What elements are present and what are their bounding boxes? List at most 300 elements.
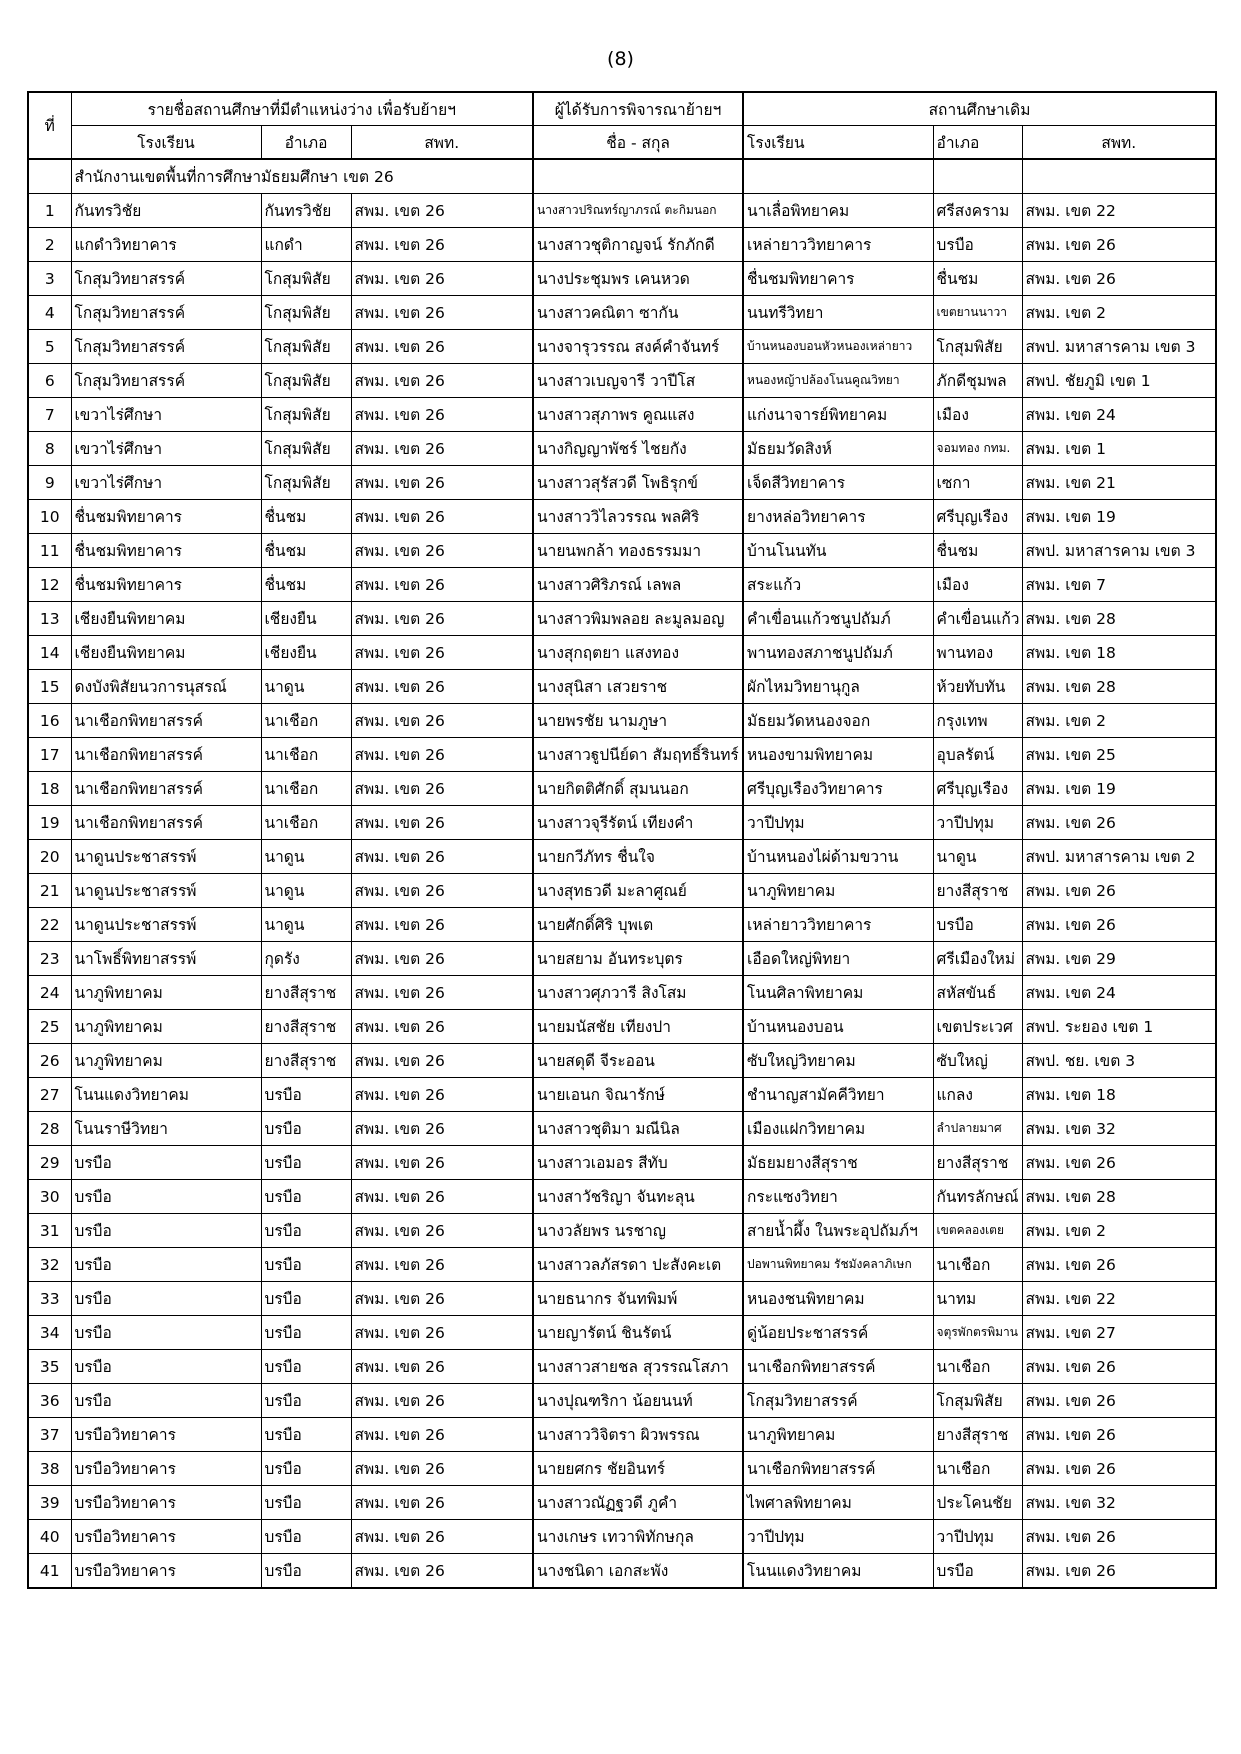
origin-school: นาเลื่อพิทยาคม (743, 194, 933, 228)
vacant-school: นาภูพิทยาคม (71, 976, 261, 1010)
vacant-school: บรบือวิทยาคาร (71, 1554, 261, 1589)
row-number: 34 (28, 1316, 71, 1350)
vacant-office: สพม. เขต 26 (351, 1146, 533, 1180)
row-number: 37 (28, 1418, 71, 1452)
candidate-name: นางสาวชุติมา มณีนิล (533, 1112, 743, 1146)
origin-office: สพม. เขต 26 (1022, 806, 1216, 840)
vacant-school: นาเชือกพิทยาสรรค์ (71, 738, 261, 772)
candidate-name: นางสาวฐูปนีย์ดา สัมฤทธิ์รินทร์ (533, 738, 743, 772)
origin-district: นาเชือก (933, 1350, 1022, 1384)
vacant-office: สพม. เขต 26 (351, 976, 533, 1010)
table-row (28, 534, 1216, 568)
table-row (28, 636, 1216, 670)
origin-district: นาเชือก (933, 1452, 1022, 1486)
candidate-name: นายยศกร ชัยอินทร์ (533, 1452, 743, 1486)
table-row (28, 568, 1216, 602)
vacant-district: นาดูน (261, 670, 351, 704)
origin-school: ดู่น้อยประชาสรรค์ (743, 1316, 933, 1350)
origin-school: พานทองสภาชนูปถัมภ์ (743, 636, 933, 670)
table-row (28, 806, 1216, 840)
origin-office: สพม. เขต 26 (1022, 908, 1216, 942)
vacant-district: บรบือ (261, 1078, 351, 1112)
header-district: อำเภอ (261, 126, 351, 160)
vacant-office: สพม. เขต 26 (351, 432, 533, 466)
vacant-office: สพม. เขต 26 (351, 1384, 533, 1418)
origin-office: สพม. เขต 26 (1022, 1452, 1216, 1486)
vacant-office: สพม. เขต 26 (351, 1044, 533, 1078)
vacant-school: บรบือ (71, 1248, 261, 1282)
origin-office: สพป. ระยอง เขต 1 (1022, 1010, 1216, 1044)
candidate-name: นางสาวจุรีรัตน์ เทียงคำ (533, 806, 743, 840)
origin-school: เจ็ดสีวิทยาคาร (743, 466, 933, 500)
origin-school: นนทรีวิทยา (743, 296, 933, 330)
origin-district: คำเขื่อนแก้ว (933, 602, 1022, 636)
table-row (28, 602, 1216, 636)
origin-office: สพม. เขต 26 (1022, 1146, 1216, 1180)
table-row (28, 942, 1216, 976)
vacant-office: สพม. เขต 26 (351, 1214, 533, 1248)
origin-office: สพป. ชย. เขต 3 (1022, 1044, 1216, 1078)
row-number: 22 (28, 908, 71, 942)
vacant-office: สพม. เขต 26 (351, 874, 533, 908)
origin-office: สพม. เขต 27 (1022, 1316, 1216, 1350)
vacant-school: เชียงยืนพิทยาคม (71, 602, 261, 636)
origin-office: สพป. มหาสารคาม เขต 2 (1022, 840, 1216, 874)
candidate-name: นางสาวศิริภรณ์ เลพล (533, 568, 743, 602)
origin-office: สพม. เขต 1 (1022, 432, 1216, 466)
row-number: 26 (28, 1044, 71, 1078)
origin-office: สพม. เขต 18 (1022, 636, 1216, 670)
candidate-name: นางวลัยพร นรชาญ (533, 1214, 743, 1248)
origin-district: ศรีบุญเรือง (933, 500, 1022, 534)
origin-office: สพม. เขต 7 (1022, 568, 1216, 602)
vacant-district: นาดูน (261, 874, 351, 908)
candidate-name: นางสาวสายชล สุวรรณโสภา (533, 1350, 743, 1384)
vacant-district: เชียงยืน (261, 602, 351, 636)
origin-district: แกลง (933, 1078, 1022, 1112)
vacant-school: บรบือ (71, 1180, 261, 1214)
candidate-name: นางสุทธวดี มะลาศูณย์ (533, 874, 743, 908)
origin-district: นาดูน (933, 840, 1022, 874)
origin-office: สพม. เขต 26 (1022, 1248, 1216, 1282)
origin-office: สพม. เขต 26 (1022, 228, 1216, 262)
section-empty-office (1022, 159, 1216, 194)
candidate-name: นายญารัตน์ ชินรัตน์ (533, 1316, 743, 1350)
vacant-office: สพม. เขต 26 (351, 840, 533, 874)
table-row (28, 1146, 1216, 1180)
vacant-office: สพม. เขต 26 (351, 466, 533, 500)
origin-district: จตุรพักตรพิมาน (933, 1316, 1022, 1350)
vacant-school: บรบือวิทยาคาร (71, 1452, 261, 1486)
header-office: สพท. (351, 126, 533, 160)
candidate-name: นางสาวลภัสรดา ปะสังคะเต (533, 1248, 743, 1282)
vacant-school: นาดูนประชาสรรพ์ (71, 840, 261, 874)
origin-office: สพม. เขต 2 (1022, 1214, 1216, 1248)
origin-district: เขตคลองเตย (933, 1214, 1022, 1248)
vacant-office: สพม. เขต 26 (351, 1316, 533, 1350)
row-number: 27 (28, 1078, 71, 1112)
vacant-office: สพม. เขต 26 (351, 296, 533, 330)
table-row (28, 1350, 1216, 1384)
origin-school: นาภูพิทยาคม (743, 1418, 933, 1452)
origin-school: วาปีปทุม (743, 1520, 933, 1554)
candidate-name: นางสาวปริณทร์ญาภรณ์ ตะกิมนอก (533, 194, 743, 228)
origin-office: สพม. เขต 19 (1022, 500, 1216, 534)
vacant-office: สพม. เขต 26 (351, 942, 533, 976)
vacant-school: เขวาไร่ศึกษา (71, 432, 261, 466)
origin-district: ยางสีสุราช (933, 874, 1022, 908)
origin-school: บ้านหนองบอน (743, 1010, 933, 1044)
origin-office: สพม. เขต 22 (1022, 194, 1216, 228)
candidate-name: นางสาววิจิตรา ผิวพรรณ (533, 1418, 743, 1452)
table-row (28, 772, 1216, 806)
vacant-office: สพม. เขต 26 (351, 228, 533, 262)
section-label: สำนักงานเขตพื้นที่การศึกษามัธยมศึกษา เขต 26 (71, 159, 533, 194)
origin-district: เมือง (933, 568, 1022, 602)
vacant-office: สพม. เขต 26 (351, 908, 533, 942)
vacant-district: โกสุมพิสัย (261, 330, 351, 364)
row-number: 3 (28, 262, 71, 296)
row-number: 6 (28, 364, 71, 398)
table-row (28, 296, 1216, 330)
origin-district: นาเชือก (933, 1248, 1022, 1282)
vacant-office: สพม. เขต 26 (351, 772, 533, 806)
vacant-school: บรบือ (71, 1282, 261, 1316)
table-row (28, 194, 1216, 228)
vacant-school: โกสุมวิทยาสรรค์ (71, 262, 261, 296)
row-number: 1 (28, 194, 71, 228)
vacant-office: สพม. เขต 26 (351, 568, 533, 602)
table-row (28, 1214, 1216, 1248)
vacant-school: เชียงยืนพิทยาคม (71, 636, 261, 670)
origin-district: อุบลรัตน์ (933, 738, 1022, 772)
vacant-school: นาดูนประชาสรรพ์ (71, 908, 261, 942)
candidate-name: นางสาวเอมอร สีทับ (533, 1146, 743, 1180)
vacant-school: บรบือวิทยาคาร (71, 1418, 261, 1452)
vacant-district: โกสุมพิสัย (261, 398, 351, 432)
row-number: 14 (28, 636, 71, 670)
table-row (28, 1520, 1216, 1554)
vacant-office: สพม. เขต 26 (351, 636, 533, 670)
vacant-district: นาดูน (261, 840, 351, 874)
origin-district: สหัสขันธ์ (933, 976, 1022, 1010)
vacant-district: โกสุมพิสัย (261, 262, 351, 296)
vacant-school: โกสุมวิทยาสรรค์ (71, 330, 261, 364)
origin-district: โกสุมพิสัย (933, 330, 1022, 364)
vacant-office: สพม. เขต 26 (351, 194, 533, 228)
vacant-school: บรบือ (71, 1214, 261, 1248)
candidate-name: นางสาวพิมพลอย ละมูลมอญ (533, 602, 743, 636)
origin-district: เซกา (933, 466, 1022, 500)
candidate-name: นางสาวชุติกาญจน์ รักภักดี (533, 228, 743, 262)
origin-office: สพม. เขต 26 (1022, 874, 1216, 908)
candidate-name: นายสดุดี จีระออน (533, 1044, 743, 1078)
table-row (28, 1418, 1216, 1452)
vacant-school: โกสุมวิทยาสรรค์ (71, 296, 261, 330)
origin-school: มัธยมวัดหนองจอก (743, 704, 933, 738)
row-number: 33 (28, 1282, 71, 1316)
vacant-district: บรบือ (261, 1350, 351, 1384)
vacant-school: นาภูพิทยาคม (71, 1044, 261, 1078)
row-number: 38 (28, 1452, 71, 1486)
origin-office: สพป. มหาสารคาม เขต 3 (1022, 534, 1216, 568)
header-origin-group: สถานศึกษาเดิม (743, 92, 1216, 126)
origin-office: สพม. เขต 26 (1022, 1384, 1216, 1418)
section-empty-district (933, 159, 1022, 194)
row-number: 30 (28, 1180, 71, 1214)
table-row (28, 1044, 1216, 1078)
origin-district: ลำปลายมาศ (933, 1112, 1022, 1146)
vacant-school: นาเชือกพิทยาสรรค์ (71, 806, 261, 840)
vacant-district: บรบือ (261, 1316, 351, 1350)
origin-school: บ้านหนองไผ่ด้ามขวาน (743, 840, 933, 874)
row-number: 29 (28, 1146, 71, 1180)
table-row (28, 1248, 1216, 1282)
origin-office: สพม. เขต 26 (1022, 1520, 1216, 1554)
vacant-office: สพม. เขต 26 (351, 398, 533, 432)
origin-school: นาเชือกพิทยาสรรค์ (743, 1350, 933, 1384)
vacant-office: สพม. เขต 26 (351, 1180, 533, 1214)
vacant-district: เชียงยืน (261, 636, 351, 670)
vacant-school: บรบือ (71, 1146, 261, 1180)
vacant-district: กันทรวิชัย (261, 194, 351, 228)
origin-school: เมืองแฝกวิทยาคม (743, 1112, 933, 1146)
row-number: 41 (28, 1554, 71, 1589)
vacant-district: บรบือ (261, 1520, 351, 1554)
vacant-school: โนนราษีวิทยา (71, 1112, 261, 1146)
row-number: 40 (28, 1520, 71, 1554)
origin-district: ชื่นชม (933, 262, 1022, 296)
vacant-office: สพม. เขต 26 (351, 1486, 533, 1520)
vacant-office: สพม. เขต 26 (351, 806, 533, 840)
vacant-school: นาภูพิทยาคม (71, 1010, 261, 1044)
table-row (28, 1078, 1216, 1112)
table-row (28, 908, 1216, 942)
candidate-name: นางสาวสุรัสวดี โพธิรุกข์ (533, 466, 743, 500)
vacant-office: สพม. เขต 26 (351, 602, 533, 636)
candidate-name: นายศักดิ์ศิริ บุพเต (533, 908, 743, 942)
origin-school: มัธยมวัดสิงห์ (743, 432, 933, 466)
section-empty-school (743, 159, 933, 194)
vacant-office: สพม. เขต 26 (351, 670, 533, 704)
table-row (28, 1112, 1216, 1146)
origin-school: ศรีบุญเรืองวิทยาคาร (743, 772, 933, 806)
vacant-school: โกสุมวิทยาสรรค์ (71, 364, 261, 398)
row-number: 19 (28, 806, 71, 840)
origin-school: วาปีปทุม (743, 806, 933, 840)
origin-office: สพม. เขต 2 (1022, 704, 1216, 738)
origin-office: สพป. มหาสารคาม เขต 3 (1022, 330, 1216, 364)
vacant-district: โกสุมพิสัย (261, 296, 351, 330)
row-number: 11 (28, 534, 71, 568)
table-row (28, 1384, 1216, 1418)
origin-school: สระแก้ว (743, 568, 933, 602)
vacant-office: สพม. เขต 26 (351, 1010, 533, 1044)
table-row (28, 1554, 1216, 1589)
vacant-office: สพม. เขต 26 (351, 1554, 533, 1589)
vacant-district: บรบือ (261, 1554, 351, 1589)
origin-school: หนองชนพิทยาคม (743, 1282, 933, 1316)
row-number: 36 (28, 1384, 71, 1418)
header-origin-school: โรงเรียน (743, 126, 933, 160)
candidate-name: นางสาวัชริญา จันทะลุน (533, 1180, 743, 1214)
origin-office: สพม. เขต 28 (1022, 1180, 1216, 1214)
row-number: 39 (28, 1486, 71, 1520)
vacant-district: นาเชือก (261, 806, 351, 840)
origin-district: วาปีปทุม (933, 1520, 1022, 1554)
origin-district: ห้วยทับทัน (933, 670, 1022, 704)
origin-school: เอือดใหญ่พิทยา (743, 942, 933, 976)
vacant-school: กันทรวิชัย (71, 194, 261, 228)
origin-office: สพม. เขต 18 (1022, 1078, 1216, 1112)
vacant-office: สพม. เขต 26 (351, 1520, 533, 1554)
row-number: 17 (28, 738, 71, 772)
table-row (28, 738, 1216, 772)
candidate-name: นางจารุวรรณ สงค์คำจันทร์ (533, 330, 743, 364)
origin-office: สพม. เขต 26 (1022, 1554, 1216, 1589)
origin-district: บรบือ (933, 228, 1022, 262)
origin-school: บ้านโนนทัน (743, 534, 933, 568)
table-row (28, 228, 1216, 262)
row-number: 24 (28, 976, 71, 1010)
vacant-district: บรบือ (261, 1384, 351, 1418)
vacant-school: เขวาไร่ศึกษา (71, 398, 261, 432)
candidate-name: นางประชุมพร เคนหวด (533, 262, 743, 296)
origin-school: เหล่ายาววิทยาคาร (743, 228, 933, 262)
table-row (28, 262, 1216, 296)
origin-office: สพม. เขต 28 (1022, 670, 1216, 704)
origin-school: นาเชือกพิทยาสรรค์ (743, 1452, 933, 1486)
vacant-district: โกสุมพิสัย (261, 364, 351, 398)
page-number: (8) (607, 48, 634, 70)
origin-district: บรบือ (933, 908, 1022, 942)
origin-district: วาปีปทุม (933, 806, 1022, 840)
vacant-office: สพม. เขต 26 (351, 1350, 533, 1384)
candidate-name: นางสาวคณิตา ซากัน (533, 296, 743, 330)
origin-school: ไพศาลพิทยาคม (743, 1486, 933, 1520)
origin-district: จอมทอง กทม. (933, 432, 1022, 466)
section-no-cell (28, 159, 71, 194)
vacant-office: สพม. เขต 26 (351, 1078, 533, 1112)
vacant-district: ยางสีสุราช (261, 1044, 351, 1078)
origin-school: หนองหญ้าปล้องโนนคูณวิทยา (743, 364, 933, 398)
table-row (28, 670, 1216, 704)
vacant-school: นาดูนประชาสรรพ์ (71, 874, 261, 908)
table-row (28, 398, 1216, 432)
row-number: 13 (28, 602, 71, 636)
vacant-school: บรบือวิทยาคาร (71, 1486, 261, 1520)
origin-office: สพม. เขต 32 (1022, 1112, 1216, 1146)
origin-office: สพป. ชัยภูมิ เขต 1 (1022, 364, 1216, 398)
candidate-name: นางสุกฤตยา แสงทอง (533, 636, 743, 670)
row-number: 23 (28, 942, 71, 976)
candidate-name: นางสาวณัฏฐวดี ภูคำ (533, 1486, 743, 1520)
candidate-name: นางสาวศุภวารี สิงโสม (533, 976, 743, 1010)
row-number: 21 (28, 874, 71, 908)
vacant-district: แกดำ (261, 228, 351, 262)
origin-office: สพม. เขต 2 (1022, 296, 1216, 330)
origin-district: บรบือ (933, 1554, 1022, 1589)
vacant-district: บรบือ (261, 1418, 351, 1452)
row-number: 28 (28, 1112, 71, 1146)
vacant-school: ชื่นชมพิทยาคาร (71, 568, 261, 602)
candidate-name: นายนพกล้า ทองธรรมมา (533, 534, 743, 568)
candidate-name: นางสุนิสา เสวยราช (533, 670, 743, 704)
row-number: 31 (28, 1214, 71, 1248)
origin-school: กระแซงวิทยา (743, 1180, 933, 1214)
origin-district: ประโคนชัย (933, 1486, 1022, 1520)
origin-school: สายน้ำผึ้ง ในพระอุปถัมภ์ฯ (743, 1214, 933, 1248)
vacant-district: ชื่นชม (261, 500, 351, 534)
candidate-name: นางสาววิไลวรรณ พลศิริ (533, 500, 743, 534)
origin-school: ยางหล่อวิทยาคาร (743, 500, 933, 534)
origin-district: เมือง (933, 398, 1022, 432)
origin-district: ยางสีสุราช (933, 1418, 1022, 1452)
table-row (28, 1010, 1216, 1044)
vacant-district: บรบือ (261, 1180, 351, 1214)
transfer-table (27, 91, 1217, 1589)
table-row (28, 1180, 1216, 1214)
vacant-district: นาเชือก (261, 704, 351, 738)
table-row (28, 874, 1216, 908)
vacant-school: ดงบังพิสัยนวการนุสรณ์ (71, 670, 261, 704)
origin-school: ปอพานพิทยาคม รัชมังคลาภิเษก (743, 1248, 933, 1282)
vacant-office: สพม. เขต 26 (351, 364, 533, 398)
table-row (28, 840, 1216, 874)
vacant-school: เขวาไร่ศึกษา (71, 466, 261, 500)
row-number: 7 (28, 398, 71, 432)
table-row (28, 1282, 1216, 1316)
candidate-name: นางกิญญาพัชร์ ไชยกัง (533, 432, 743, 466)
candidate-name: นางสาวเบญจารี วาปีโส (533, 364, 743, 398)
vacant-school: ชื่นชมพิทยาคาร (71, 500, 261, 534)
vacant-district: บรบือ (261, 1146, 351, 1180)
vacant-school: นาเชือกพิทยาสรรค์ (71, 772, 261, 806)
vacant-office: สพม. เขต 26 (351, 262, 533, 296)
origin-district: ยางสีสุราช (933, 1146, 1022, 1180)
candidate-name: นางสาวสุภาพร คูณแสง (533, 398, 743, 432)
row-number: 35 (28, 1350, 71, 1384)
row-number: 20 (28, 840, 71, 874)
origin-office: สพม. เขต 26 (1022, 1418, 1216, 1452)
origin-office: สพม. เขต 22 (1022, 1282, 1216, 1316)
vacant-office: สพม. เขต 26 (351, 1248, 533, 1282)
origin-district: กรุงเทพ (933, 704, 1022, 738)
row-number: 15 (28, 670, 71, 704)
origin-office: สพม. เขต 26 (1022, 262, 1216, 296)
table-row (28, 432, 1216, 466)
origin-district: นาทม (933, 1282, 1022, 1316)
candidate-name: นายเอนก จิณารักษ์ (533, 1078, 743, 1112)
origin-school: เหล่ายาววิทยาคาร (743, 908, 933, 942)
vacant-school: โนนแดงวิทยาคม (71, 1078, 261, 1112)
origin-district: กันทรลักษณ์ (933, 1180, 1022, 1214)
origin-school: ผักไหมวิทยานุกูล (743, 670, 933, 704)
vacant-district: บรบือ (261, 1112, 351, 1146)
vacant-office: สพม. เขต 26 (351, 1282, 533, 1316)
candidate-name: นายพรชัย นามภูษา (533, 704, 743, 738)
header-no: ที่ (28, 92, 71, 159)
table-row (28, 704, 1216, 738)
section-empty-name (533, 159, 743, 194)
table-row (28, 500, 1216, 534)
origin-district: ซับใหญ่ (933, 1044, 1022, 1078)
candidate-name: นายธนากร จันทพิมพ์ (533, 1282, 743, 1316)
vacant-district: โกสุมพิสัย (261, 466, 351, 500)
vacant-district: กุดรัง (261, 942, 351, 976)
vacant-district: โกสุมพิสัย (261, 432, 351, 466)
candidate-name: นายสยาม อันทระบุตร (533, 942, 743, 976)
